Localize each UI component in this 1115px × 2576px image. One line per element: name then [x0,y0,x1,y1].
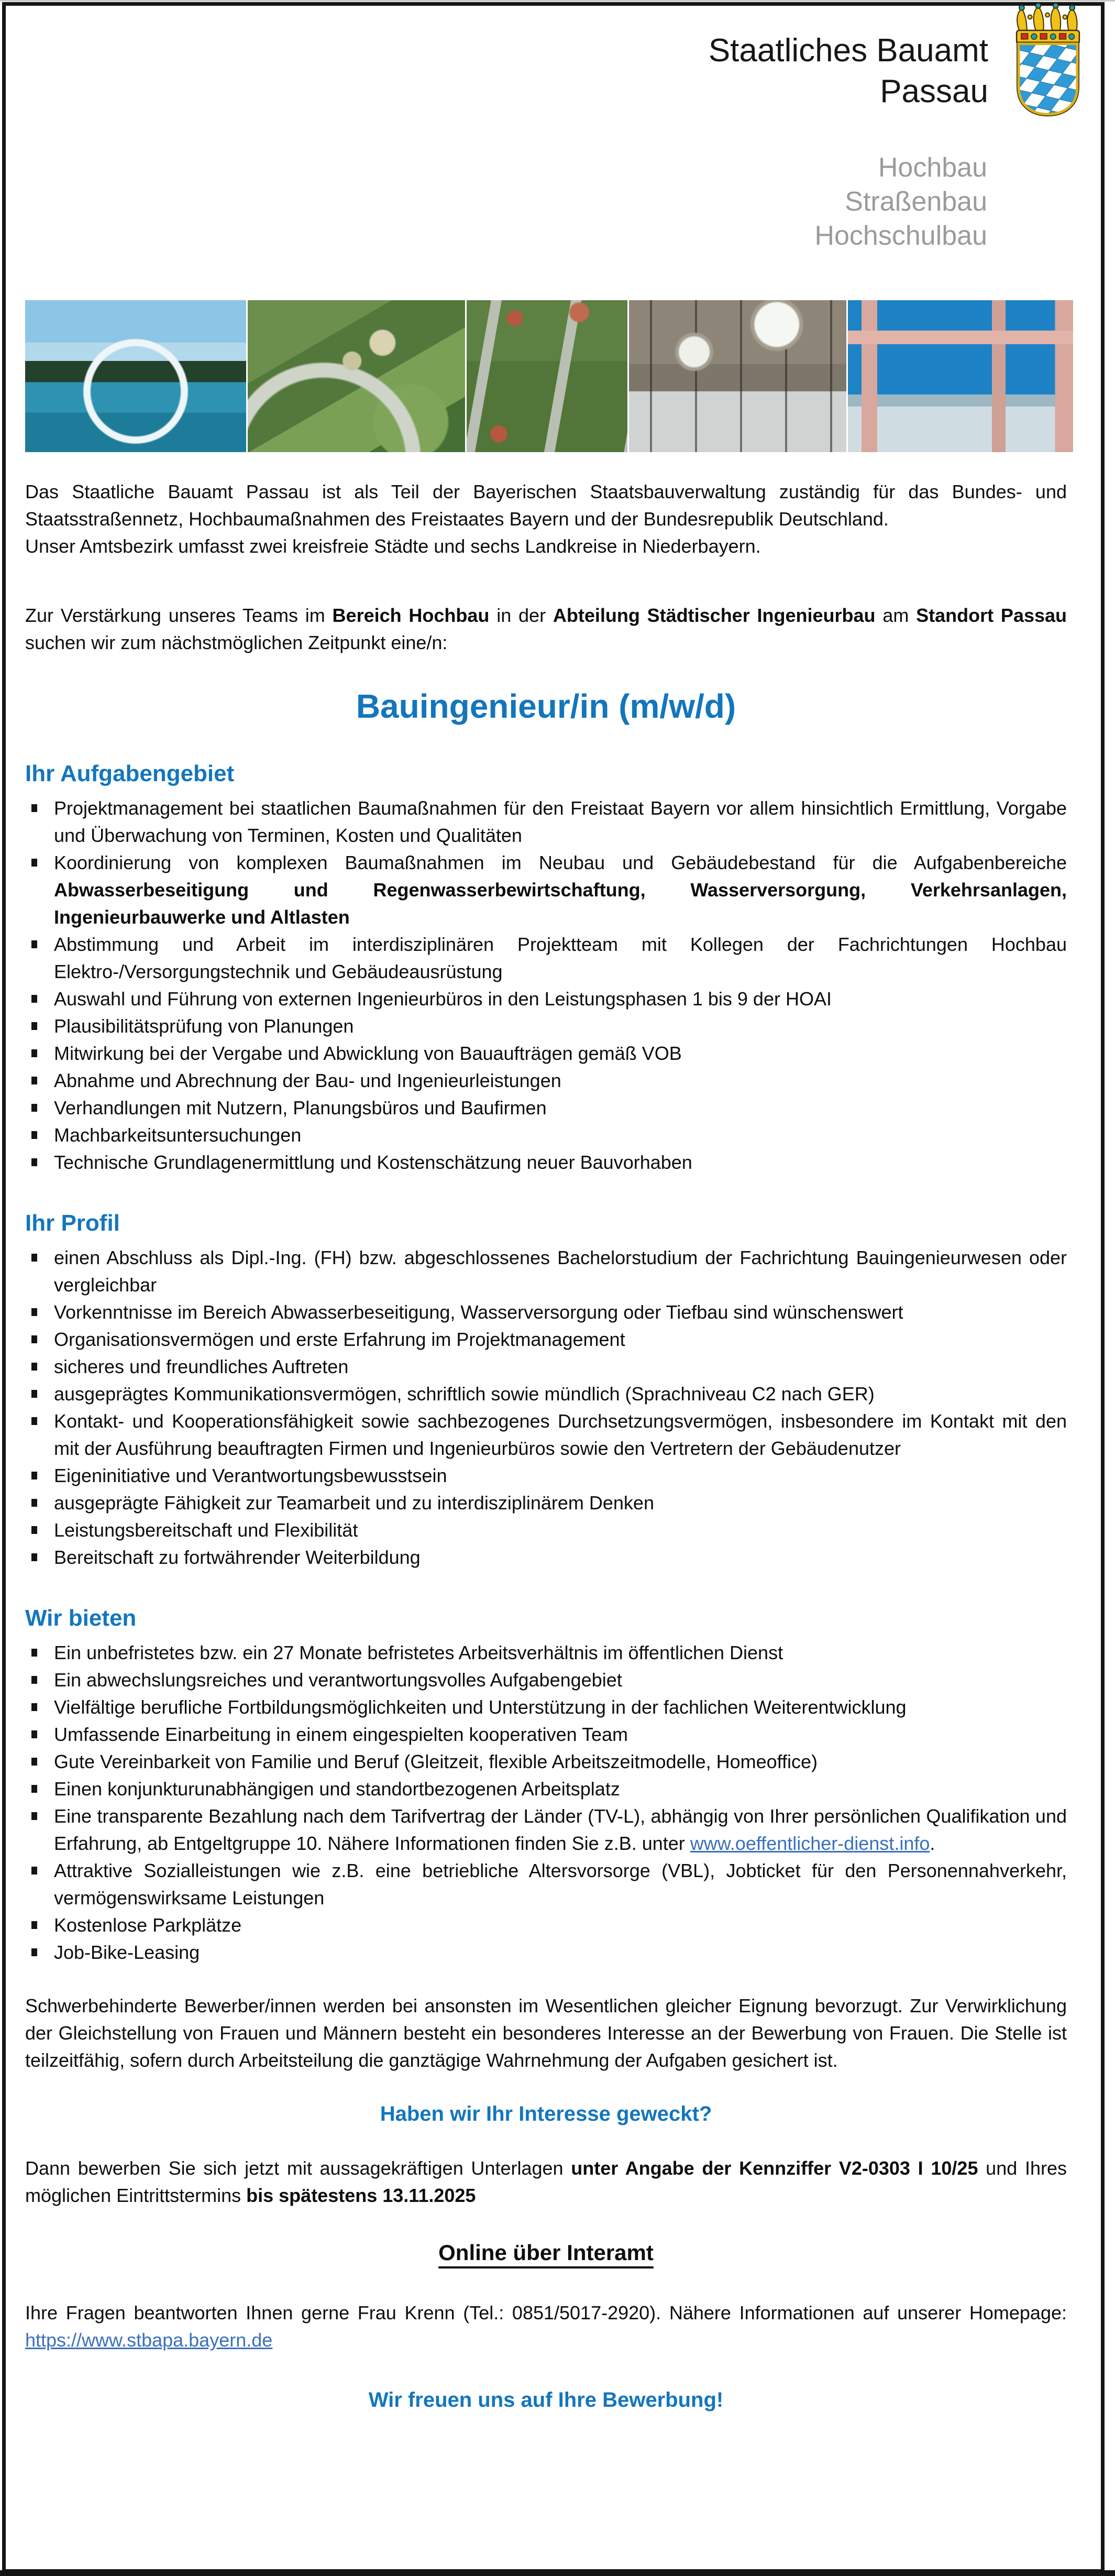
list-item: Ein unbefristetes bzw. ein 27 Monate befristetes Arbeitsverhältnis im öffentlichen Dienst [25,1639,1067,1667]
bullet-square-icon [31,1022,37,1030]
vacancy-intro-paragraph [25,602,1067,656]
section-heading-aufgabengebiet: Ihr Aufgabengebiet [25,761,235,786]
photo-bridge-over-river [25,300,246,452]
apply-deadline: bis spätestens 13.11.2025 [246,2185,476,2206]
photo-strip [25,300,1067,452]
list-item: Machbarkeitsuntersuchungen [25,1122,1067,1149]
job-title: Bauingenieur/in (m/w/d) [356,687,736,725]
page-bottom-edge [0,2570,1115,2576]
bullet-square-icon [31,1335,37,1343]
photo-aerial-village-roads [246,300,466,452]
bullet-square-icon [31,1077,37,1084]
list-item: Mitwirkung bei der Vergabe und Abwicklung von Bauaufträgen gemäß VOB [25,1040,1067,1067]
bullet-square-icon [31,1921,37,1929]
list-item: Technische Grundlagenermittlung und Kostenschätzung neuer Bauvorhaben [25,1149,1067,1176]
org-name [709,30,988,112]
section-heading-wir-bieten: Wir bieten [25,1605,137,1631]
oeffentlicher-dienst-link[interactable]: www.oeffentlicher-dienst.info [690,1833,930,1854]
list-item: Organisationsvermögen und erste Erfahrung im Projektmanagement [25,1326,1067,1353]
bullet-square-icon [31,1553,37,1561]
vacancy-bereich-hochbau: Bereich Hochbau [332,605,490,626]
list-item: Verhandlungen mit Nutzern, Planungsbüros und Baufirmen [25,1094,1067,1122]
closing-line: Wir freuen uns auf Ihre Bewerbung! [368,2388,724,2411]
bullet-square-icon [31,1049,37,1057]
list-item: Leistungsbereitschaft und Flexibilität [25,1517,1067,1544]
intro-text: Das Staatliche Bauamt Passau ist als Teil der Bayerischen Staatsbauverwaltung zuständig für das Bundes- und Staatsstraßennetz, Hochbaumaßnahmen des Freistaates Bayern und der Bundesrepublik Deutschland. [25,481,1067,530]
division-hochbau: Hochbau [878,152,987,183]
division-list [814,151,987,253]
item-seg: . [930,1833,935,1854]
list-item: Umfassende Einarbeitung in einem eingespielten kooperativen Team [25,1721,1067,1748]
list-item [25,849,1067,931]
bieten-list [25,1639,1067,1966]
vacancy-seg: suchen wir zum nächstmöglichen Zeitpunkt eine/n: [25,632,448,653]
bullet-square-icon [31,1254,37,1262]
bullet-square-icon [31,1472,37,1479]
bullet-square-icon [31,1948,37,1956]
list-item [25,1803,1067,1857]
bullet-square-icon [31,1104,37,1112]
photo-aerial-highway [465,300,627,452]
list-item: Abstimmung und Arbeit im interdisziplinären Projektteam mit Kollegen der Fachrichtungen Hochbau Elektro-/Versorgungstechnik und Gebäudeausrüstung [25,931,1067,985]
org-name-line2: Passau [880,73,988,109]
section-heading-profil: Ihr Profil [25,1210,120,1236]
bullet-square-icon [31,1867,37,1875]
stbapa-homepage-link[interactable]: https://www.stbapa.bayern.de [25,2329,273,2351]
list-item: Attraktive Sozialleistungen wie z.B. eine betriebliche Altersvorsorge (VBL), Jobticket für den Personennahverkehr, vermögenswirksame Leistungen [25,1857,1067,1912]
list-item: Kontakt- und Kooperationsfähigkeit sowie sachbezogenes Durchsetzungsvermögen, insbesondere im Kontakt mit den mit der Ausführung beauftragten Firmen und Ingenieurbüros sowie den Vertretern der Gebäudenutzer [25,1408,1067,1462]
vacancy-seg: Zur Verstärkung unseres Teams im [25,605,333,626]
apply-seg: Dann bewerben Sie sich jetzt mit aussagekräftigen Unterlagen [25,2157,571,2179]
profil-list [25,1244,1067,1571]
bullet-square-icon [31,1526,37,1534]
bullet-square-icon [31,1812,37,1820]
photo-interior-ceiling-lights [627,300,847,452]
bullet-square-icon [31,1730,37,1738]
district-text: Unser Amtsbezirk umfasst zwei kreisfreie Städte und sechs Landkreise in Niederbayern. [25,535,761,557]
contact-seg: Ihre Fragen beantworten Ihnen gerne Frau Krenn (Tel.: 0851/5017-2920). Nähere Informationen auf unserer Homepage: [25,2302,1067,2323]
bullet-square-icon [31,940,37,948]
bullet-square-icon [31,1499,37,1507]
vacancy-seg: am [875,605,917,626]
list-item: Eigeninitiative und Verantwortungsbewusstsein [25,1462,1067,1489]
scan-edge-strip [0,0,1115,2]
list-item: Ein abwechslungsreiches und verantwortungsvolles Aufgabengebiet [25,1667,1067,1694]
bullet-square-icon [31,1158,37,1166]
bullet-square-icon [31,804,37,812]
bavaria-coat-of-arms-icon [1004,2,1092,119]
item-seg: Koordinierung von komplexen Baumaßnahmen im Neubau und Gebäudebestand für die Aufgabenbereiche [54,852,1067,873]
list-item: sicheres und freundliches Auftreten [25,1353,1067,1380]
item-seg-bold: Abwasserbeseitigung und Regenwasserbewirtschaftung, Wasserversorgung, Verkehrsanlagen, Ingenieurbauwerke und Altlasten [54,879,1067,928]
list-item: Abnahme und Abrechnung der Bau- und Ingenieurleistungen [25,1067,1067,1094]
bullet-square-icon [31,1649,37,1657]
bullet-square-icon [31,995,37,1003]
list-item: ausgeprägte Fähigkeit zur Teamarbeit und zu interdisziplinärem Denken [25,1489,1067,1517]
division-hochschulbau: Hochschulbau [814,221,987,251]
list-item: Plausibilitätsprüfung von Planungen [25,1013,1067,1040]
list-item: Gute Vereinbarkeit von Familie und Beruf (Gleitzeit, flexible Arbeitszeitmodelle, Homeoffice) [25,1748,1067,1775]
bullet-square-icon [31,1308,37,1316]
org-name-line1: Staatliches Bauamt [708,32,988,69]
apply-method-label: Online über Interamt [438,2240,654,2265]
intro-paragraph [25,478,1067,560]
list-item: Projektmanagement bei staatlichen Baumaßnahmen für den Freistaat Bayern vor allem hinsichtlich Ermittlung, Vorgabe und Überwachung von Terminen, Kosten und Qualitäten [25,795,1067,849]
apply-kennziffer: unter Angabe der Kennziffer V2-0303 I 10/25 [571,2157,978,2179]
list-item: Vielfältige berufliche Fortbildungsmöglichkeiten und Unterstützung in der fachlichen Weiterentwicklung [25,1694,1067,1721]
bullet-square-icon [31,1417,37,1425]
bullet-square-icon [31,859,37,867]
list-item: ausgeprägtes Kommunikationsvermögen, schriftlich sowie mündlich (Sprachniveau C2 nach GER) [25,1380,1067,1408]
equality-note: Schwerbehinderte Bewerber/innen werden bei ansonsten im Wesentlichen gleicher Eignung bevorzugt. Zur Verwirklichung der Gleichstellung von Frauen und Männern besteht ein besonderes Interesse an der Bewerbung von Frauen. Die Stelle ist teilzeitfähig, sofern durch Arbeitsteilung die ganztägige Wahrnehmung der Aufgaben gesichert ist. [25,1995,1067,2071]
apply-paragraph [25,2155,1067,2209]
list-item: Einen konjunkturunabhängigen und standortbezogenen Arbeitsplatz [25,1775,1067,1803]
list-item: einen Abschluss als Dipl.-Ing. (FH) bzw. abgeschlossenes Bachelorstudium der Fachrichtung Bauingenieurwesen oder vergleichbar [25,1244,1067,1299]
bullet-square-icon [31,1390,37,1398]
bullet-square-icon [31,1676,37,1684]
vacancy-abteilung: Abteilung Städtischer Ingenieurbau [553,605,876,626]
vacancy-seg: in der [489,605,553,626]
vacancy-standort: Standort Passau [916,605,1067,626]
list-item: Kostenlose Parkplätze [25,1912,1067,1939]
bullet-square-icon [31,1131,37,1139]
bullet-square-icon [31,1785,37,1793]
list-item: Auswahl und Führung von externen Ingenieurbüros in den Leistungsphasen 1 bis 9 der HOAI [25,985,1067,1013]
division-strassenbau: Straßenbau [845,187,987,217]
apply-method [25,2239,1067,2267]
bullet-square-icon [31,1363,37,1371]
interest-heading: Haben wir Ihr Interesse geweckt? [380,2102,712,2125]
apply-seg: und Ihres möglichen Eintrittstermins [25,2157,1067,2206]
photo-modern-building [846,300,1073,452]
list-item: Job-Bike-Leasing [25,1939,1067,1966]
bullet-square-icon [31,1758,37,1766]
aufgaben-list [25,795,1067,1176]
item-seg: Eine transparente Bezahlung nach dem Tarifvertrag der Länder (TV-L), abhängig von Ihrer persönlichen Qualifikation und Erfahrung, ab Entgeltgruppe 10. Nähere Informationen finden Sie z.B. unter [54,1805,1067,1854]
list-item: Vorkenntnisse im Bereich Abwasserbeseitigung, Wasserversorgung oder Tiefbau sind wünschenswert [25,1299,1067,1326]
bullet-square-icon [31,1703,37,1711]
contact-paragraph [25,2299,1067,2354]
list-item: Bereitschaft zu fortwährender Weiterbildung [25,1544,1067,1571]
